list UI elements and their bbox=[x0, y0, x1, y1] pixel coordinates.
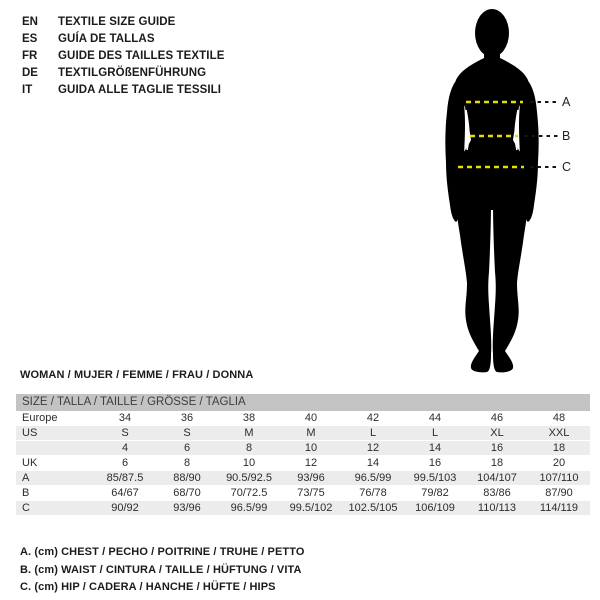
table-row-uk bbox=[16, 456, 590, 471]
size-table-header: SIZE / TALLA / TAILLE / GRÖSSE / TAGLIA bbox=[16, 394, 590, 411]
woman-silhouette bbox=[400, 0, 580, 380]
table-cell: 12 bbox=[304, 457, 318, 469]
marker-label-c: C bbox=[562, 160, 572, 174]
table-cell: 96.5/99 bbox=[230, 502, 268, 514]
lang-title: GUIDE DES TAILLES TEXTILE bbox=[58, 50, 225, 62]
size-table bbox=[16, 394, 590, 516]
table-cell: 99.5/102 bbox=[289, 502, 333, 514]
lang-title: TEXTILGRÖßENFÜHRUNG bbox=[58, 67, 207, 79]
table-row-hip bbox=[16, 501, 590, 516]
table-cell: 18 bbox=[552, 442, 566, 454]
table-row-us-letter bbox=[16, 426, 590, 441]
lang-code: ES bbox=[22, 33, 38, 45]
table-cell: M bbox=[306, 427, 316, 439]
table-cell: 14 bbox=[366, 457, 380, 469]
language-title-block bbox=[22, 14, 225, 99]
row-label: UK bbox=[22, 457, 38, 469]
table-cell: 76/78 bbox=[359, 487, 387, 499]
table-cell: 4 bbox=[121, 442, 129, 454]
table-cell: 106/109 bbox=[415, 502, 455, 514]
lang-row-en bbox=[22, 14, 225, 31]
legend-chest: A. (cm) CHEST / PECHO / POITRINE / TRUHE / PETTO bbox=[20, 546, 305, 558]
table-cell: 85/87.5 bbox=[106, 472, 144, 484]
table-cell: 38 bbox=[242, 412, 256, 424]
table-cell: 88/90 bbox=[173, 472, 201, 484]
table-cell: 8 bbox=[245, 442, 253, 454]
table-row-waist bbox=[16, 486, 590, 501]
table-cell: 70/72.5 bbox=[230, 487, 268, 499]
table-cell: 36 bbox=[180, 412, 194, 424]
measurement-legend bbox=[20, 544, 305, 597]
lang-code: IT bbox=[22, 84, 33, 96]
table-cell: 110/113 bbox=[477, 502, 517, 514]
table-cell: 114/119 bbox=[539, 502, 579, 514]
lang-code: EN bbox=[22, 16, 38, 28]
table-cell: M bbox=[244, 427, 254, 439]
legend-waist: B. (cm) WAIST / CINTURA / TAILLE / HÜFTUNG / VITA bbox=[20, 563, 302, 576]
table-cell: 6 bbox=[121, 457, 129, 469]
table-cell: 90.5/92.5 bbox=[226, 472, 272, 484]
table-cell: 68/70 bbox=[173, 487, 201, 499]
lang-code: FR bbox=[22, 50, 38, 62]
table-cell: 16 bbox=[428, 457, 442, 469]
lang-title: GUIDA ALLE TAGLIE TESSILI bbox=[58, 84, 222, 96]
table-cell: 102.5/105 bbox=[348, 502, 398, 514]
legend-hip: C. (cm) HIP / CADERA / HANCHE / HÜFTE / HIPS bbox=[20, 581, 276, 593]
table-cell: 93/96 bbox=[173, 502, 201, 514]
lang-row-it bbox=[22, 82, 225, 99]
lang-row-de bbox=[22, 65, 225, 82]
table-cell: L bbox=[431, 427, 439, 439]
table-row-chest bbox=[16, 471, 590, 486]
table-cell: 79/82 bbox=[421, 487, 449, 499]
row-label: B bbox=[22, 487, 30, 499]
table-cell: S bbox=[121, 427, 129, 439]
table-row-europe bbox=[16, 411, 590, 426]
lang-row-fr bbox=[22, 48, 225, 65]
table-cell: 12 bbox=[366, 442, 380, 454]
lang-code: DE bbox=[22, 67, 38, 79]
row-label bbox=[16, 441, 94, 455]
table-cell: 107/110 bbox=[539, 472, 579, 484]
table-cell: 6 bbox=[183, 442, 191, 454]
table-cell: XL bbox=[490, 427, 504, 439]
lang-row-es bbox=[22, 31, 225, 48]
silhouette-left-leg bbox=[455, 170, 492, 372]
table-cell: 10 bbox=[242, 457, 256, 469]
row-label: Europe bbox=[22, 412, 58, 424]
table-cell: 48 bbox=[552, 412, 566, 424]
table-cell: 99.5/103 bbox=[413, 472, 457, 484]
table-row-us-numeric bbox=[16, 441, 590, 456]
row-label: C bbox=[22, 502, 30, 514]
table-cell: L bbox=[369, 427, 377, 439]
table-cell: 46 bbox=[490, 412, 504, 424]
row-label: US bbox=[22, 427, 38, 439]
table-cell: 64/67 bbox=[111, 487, 139, 499]
row-label: A bbox=[22, 472, 30, 484]
table-cell: 104/107 bbox=[477, 472, 517, 484]
table-cell: 16 bbox=[490, 442, 504, 454]
table-cell: XXL bbox=[548, 427, 570, 439]
table-cell: 42 bbox=[366, 412, 380, 424]
table-cell: 10 bbox=[304, 442, 318, 454]
table-cell: 73/75 bbox=[297, 487, 325, 499]
table-cell: 18 bbox=[490, 457, 504, 469]
marker-label-b: B bbox=[562, 129, 571, 143]
marker-label-a: A bbox=[562, 95, 571, 109]
table-cell: 34 bbox=[118, 412, 132, 424]
table-cell: 8 bbox=[183, 457, 191, 469]
lang-title: TEXTILE SIZE GUIDE bbox=[58, 16, 176, 28]
table-cell: S bbox=[183, 427, 191, 439]
section-title: WOMAN / MUJER / FEMME / FRAU / DONNA bbox=[20, 369, 254, 381]
table-cell: 93/96 bbox=[297, 472, 325, 484]
table-cell: 96.5/99 bbox=[354, 472, 392, 484]
silhouette-body bbox=[445, 9, 538, 372]
table-cell: 87/90 bbox=[545, 487, 573, 499]
lang-title: GUÍA DE TALLAS bbox=[58, 33, 155, 45]
table-cell: 90/92 bbox=[111, 502, 139, 514]
table-cell: 83/86 bbox=[483, 487, 511, 499]
table-cell: 44 bbox=[428, 412, 442, 424]
table-cell: 40 bbox=[304, 412, 318, 424]
table-cell: 14 bbox=[428, 442, 442, 454]
silhouette-right-leg bbox=[493, 170, 530, 372]
table-cell: 20 bbox=[552, 457, 566, 469]
